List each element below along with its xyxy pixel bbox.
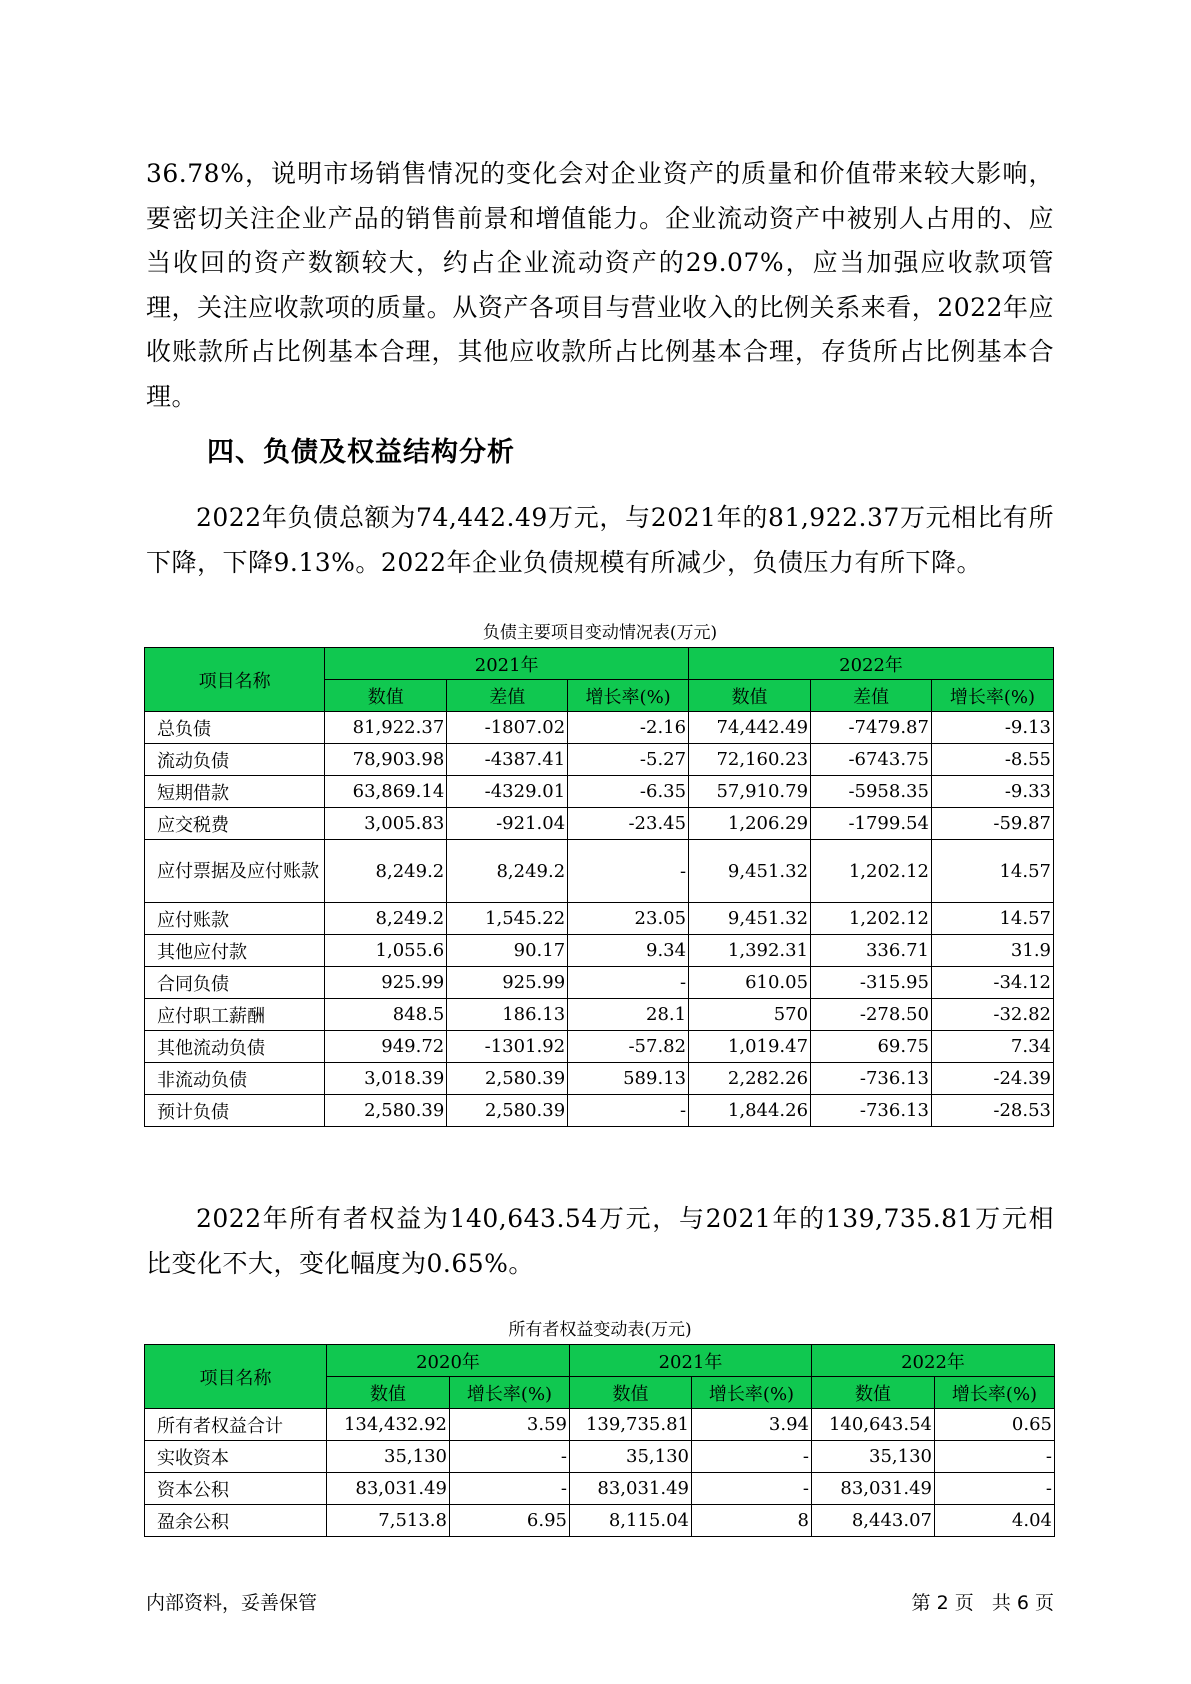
- sub-header-rate: 增长率(%): [568, 680, 689, 712]
- table-cell: 1,844.26: [689, 1095, 811, 1127]
- table-cell: 1,206.29: [689, 808, 811, 840]
- table-cell: 35,130: [812, 1441, 935, 1473]
- table-cell: 949.72: [325, 1031, 447, 1063]
- sub-header-rate: 增长率(%): [935, 1377, 1055, 1409]
- table-cell: 925.99: [325, 967, 447, 999]
- table-cell: 8: [692, 1505, 812, 1537]
- table-cell: 8,249.2: [447, 840, 568, 903]
- col-item-header: 项目名称: [145, 648, 325, 712]
- row-label: 实收资本: [145, 1441, 327, 1473]
- table-cell: -1301.92: [447, 1031, 568, 1063]
- year-header-2022: 2022年: [812, 1345, 1055, 1377]
- table-cell: -6.35: [568, 776, 689, 808]
- table-cell: 14.57: [931, 903, 1053, 935]
- table-cell: -57.82: [568, 1031, 689, 1063]
- table-cell: 8,443.07: [812, 1505, 935, 1537]
- table-cell: -9.13: [931, 712, 1053, 744]
- row-label: 资本公积: [145, 1473, 327, 1505]
- table-cell: 8,115.04: [570, 1505, 692, 1537]
- table-row: [145, 808, 1054, 840]
- table-cell: 31.9: [931, 935, 1053, 967]
- sub-header-rate: 增长率(%): [450, 1377, 570, 1409]
- table-cell: -9.33: [931, 776, 1053, 808]
- equity-paragraph: 2022年所有者权益为140,643.54万元，与2021年的139,735.81万元相比变化不大，变化幅度为0.65%。: [146, 1204, 1054, 1278]
- table-cell: -: [450, 1473, 570, 1505]
- table-cell: 3.94: [692, 1409, 812, 1441]
- table-cell: -: [692, 1473, 812, 1505]
- table-row: [145, 1063, 1054, 1095]
- table-row: [145, 1441, 1055, 1473]
- table-cell: -: [450, 1441, 570, 1473]
- table-cell: -921.04: [447, 808, 568, 840]
- table-cell: -28.53: [931, 1095, 1053, 1127]
- table-cell: -59.87: [931, 808, 1053, 840]
- table-cell: 1,545.22: [447, 903, 568, 935]
- table-cell: 23.05: [568, 903, 689, 935]
- table-cell: 9,451.32: [689, 840, 811, 903]
- table-cell: -315.95: [811, 967, 932, 999]
- table-row: [145, 840, 1054, 903]
- table-row: [145, 1031, 1054, 1063]
- table-cell: -23.45: [568, 808, 689, 840]
- table-cell: -2.16: [568, 712, 689, 744]
- table-cell: 57,910.79: [689, 776, 811, 808]
- sub-header-value: 数值: [327, 1377, 450, 1409]
- table-cell: 7.34: [931, 1031, 1053, 1063]
- table-row: [145, 935, 1054, 967]
- sub-header-value: 数值: [812, 1377, 935, 1409]
- table-cell: -: [568, 840, 689, 903]
- table-cell: -1799.54: [811, 808, 932, 840]
- row-label: 非流动负债: [145, 1063, 325, 1095]
- year-header-2022: 2022年: [689, 648, 1054, 680]
- table-cell: 1,055.6: [325, 935, 447, 967]
- footer-page-number: 第 2 页 共 6 页: [911, 1592, 1054, 1614]
- table-cell: -736.13: [811, 1095, 932, 1127]
- table-cell: 2,580.39: [447, 1063, 568, 1095]
- table-cell: 1,202.12: [811, 840, 932, 903]
- sub-header-rate: 增长率(%): [931, 680, 1053, 712]
- row-label: 盈余公积: [145, 1505, 327, 1537]
- table-row: [145, 967, 1054, 999]
- liability-paragraph: 2022年负债总额为74,442.49万元，与2021年的81,922.37万元相比有所下降，下降9.13%。2022年企业负债规模有所减少，负债压力有所下降。: [146, 503, 1054, 577]
- table-row: [145, 903, 1054, 935]
- table-cell: 63,869.14: [325, 776, 447, 808]
- table-cell: 610.05: [689, 967, 811, 999]
- row-label: 流动负债: [145, 744, 325, 776]
- row-label: 所有者权益合计: [145, 1409, 327, 1441]
- sub-header-value: 数值: [325, 680, 447, 712]
- row-label: 短期借款: [145, 776, 325, 808]
- row-label: 总负债: [145, 712, 325, 744]
- table1-caption: 负债主要项目变动情况表(万元): [482, 623, 718, 643]
- table-row: [145, 776, 1054, 808]
- year-header-2021: 2021年: [325, 648, 689, 680]
- table-row: [145, 1473, 1055, 1505]
- table-cell: -24.39: [931, 1063, 1053, 1095]
- table-cell: 83,031.49: [812, 1473, 935, 1505]
- row-label: 应付职工薪酬: [145, 999, 325, 1031]
- table-cell: -: [568, 1095, 689, 1127]
- table-cell: 69.75: [811, 1031, 932, 1063]
- table-cell: -5958.35: [811, 776, 932, 808]
- table-cell: -34.12: [931, 967, 1053, 999]
- table-cell: -4329.01: [447, 776, 568, 808]
- table-cell: 9.34: [568, 935, 689, 967]
- row-label: 其他应付款: [145, 935, 325, 967]
- table-cell: 6.95: [450, 1505, 570, 1537]
- intro-paragraph: 36.78%，说明市场销售情况的变化会对企业资产的质量和价值带来较大影响，要密切关注企业产品的销售前景和增值能力。企业流动资产中被别人占用的、应当收回的资产数额较大，约占企业流动资产的29.07%，应当加强应收款项管理，关注应收款项的质量。从资产各项目与营业收入的比例关系来看，2022年应收账款所占比例基本合理，其他应收款所占比例基本合理，存货所占比例基本合理。: [146, 159, 1054, 411]
- table-cell: 8,249.2: [325, 903, 447, 935]
- table-cell: 81,922.37: [325, 712, 447, 744]
- row-label: 其他流动负债: [145, 1031, 325, 1063]
- table-cell: -1807.02: [447, 712, 568, 744]
- table-cell: 3,018.39: [325, 1063, 447, 1095]
- table-cell: 1,392.31: [689, 935, 811, 967]
- table-cell: 3.59: [450, 1409, 570, 1441]
- table-cell: -7479.87: [811, 712, 932, 744]
- table-cell: 140,643.54: [812, 1409, 935, 1441]
- table-cell: 9,451.32: [689, 903, 811, 935]
- row-label: 预计负债: [145, 1095, 325, 1127]
- table-cell: 74,442.49: [689, 712, 811, 744]
- table-cell: 570: [689, 999, 811, 1031]
- table-cell: 925.99: [447, 967, 568, 999]
- sub-header-rate: 增长率(%): [692, 1377, 812, 1409]
- table-cell: 186.13: [447, 999, 568, 1031]
- sub-header-value: 数值: [689, 680, 811, 712]
- table-cell: 0.65: [935, 1409, 1055, 1441]
- table-row: [145, 744, 1054, 776]
- table-cell: 83,031.49: [570, 1473, 692, 1505]
- row-label: 合同负债: [145, 967, 325, 999]
- table-cell: 1,019.47: [689, 1031, 811, 1063]
- section-heading: 四、负债及权益结构分析: [207, 437, 515, 468]
- liability-table: [144, 647, 1054, 1127]
- table-cell: -: [568, 967, 689, 999]
- table-cell: 4.04: [935, 1505, 1055, 1537]
- table-cell: 83,031.49: [327, 1473, 450, 1505]
- table-cell: -: [935, 1441, 1055, 1473]
- table-cell: 134,432.92: [327, 1409, 450, 1441]
- table-cell: -: [935, 1473, 1055, 1505]
- table-cell: 2,282.26: [689, 1063, 811, 1095]
- year-header-2021: 2021年: [570, 1345, 812, 1377]
- sub-header-diff: 差值: [811, 680, 932, 712]
- table-cell: -4387.41: [447, 744, 568, 776]
- table-cell: 28.1: [568, 999, 689, 1031]
- table-cell: 35,130: [570, 1441, 692, 1473]
- sub-header-value: 数值: [570, 1377, 692, 1409]
- table-row: [145, 1409, 1055, 1441]
- table-row: [145, 1505, 1055, 1537]
- table-cell: 72,160.23: [689, 744, 811, 776]
- row-label: 应交税费: [145, 808, 325, 840]
- table-cell: -32.82: [931, 999, 1053, 1031]
- sub-header-diff: 差值: [447, 680, 568, 712]
- table-cell: -: [692, 1441, 812, 1473]
- table-cell: -278.50: [811, 999, 932, 1031]
- table-row: [145, 1095, 1054, 1127]
- table-cell: 1,202.12: [811, 903, 932, 935]
- table-cell: 139,735.81: [570, 1409, 692, 1441]
- table-cell: 3,005.83: [325, 808, 447, 840]
- table-cell: 7,513.8: [327, 1505, 450, 1537]
- footer-confidential: 内部资料，妥善保管: [146, 1592, 318, 1614]
- table2-caption: 所有者权益变动表(万元): [508, 1320, 692, 1340]
- col-item-header: 项目名称: [145, 1345, 327, 1409]
- year-header-2020: 2020年: [327, 1345, 570, 1377]
- table-cell: -8.55: [931, 744, 1053, 776]
- equity-table: [144, 1344, 1055, 1537]
- table-cell: 848.5: [325, 999, 447, 1031]
- table-cell: 14.57: [931, 840, 1053, 903]
- table-cell: 336.71: [811, 935, 932, 967]
- table-row: [145, 712, 1054, 744]
- table-cell: -5.27: [568, 744, 689, 776]
- table-cell: -736.13: [811, 1063, 932, 1095]
- table-cell: 2,580.39: [447, 1095, 568, 1127]
- table-row: [145, 999, 1054, 1031]
- table-cell: 90.17: [447, 935, 568, 967]
- row-label: 应付票据及应付账款: [145, 840, 325, 903]
- table-cell: 35,130: [327, 1441, 450, 1473]
- row-label: 应付账款: [145, 903, 325, 935]
- table-cell: 2,580.39: [325, 1095, 447, 1127]
- table-cell: 78,903.98: [325, 744, 447, 776]
- table-cell: 8,249.2: [325, 840, 447, 903]
- table-cell: 589.13: [568, 1063, 689, 1095]
- table-cell: -6743.75: [811, 744, 932, 776]
